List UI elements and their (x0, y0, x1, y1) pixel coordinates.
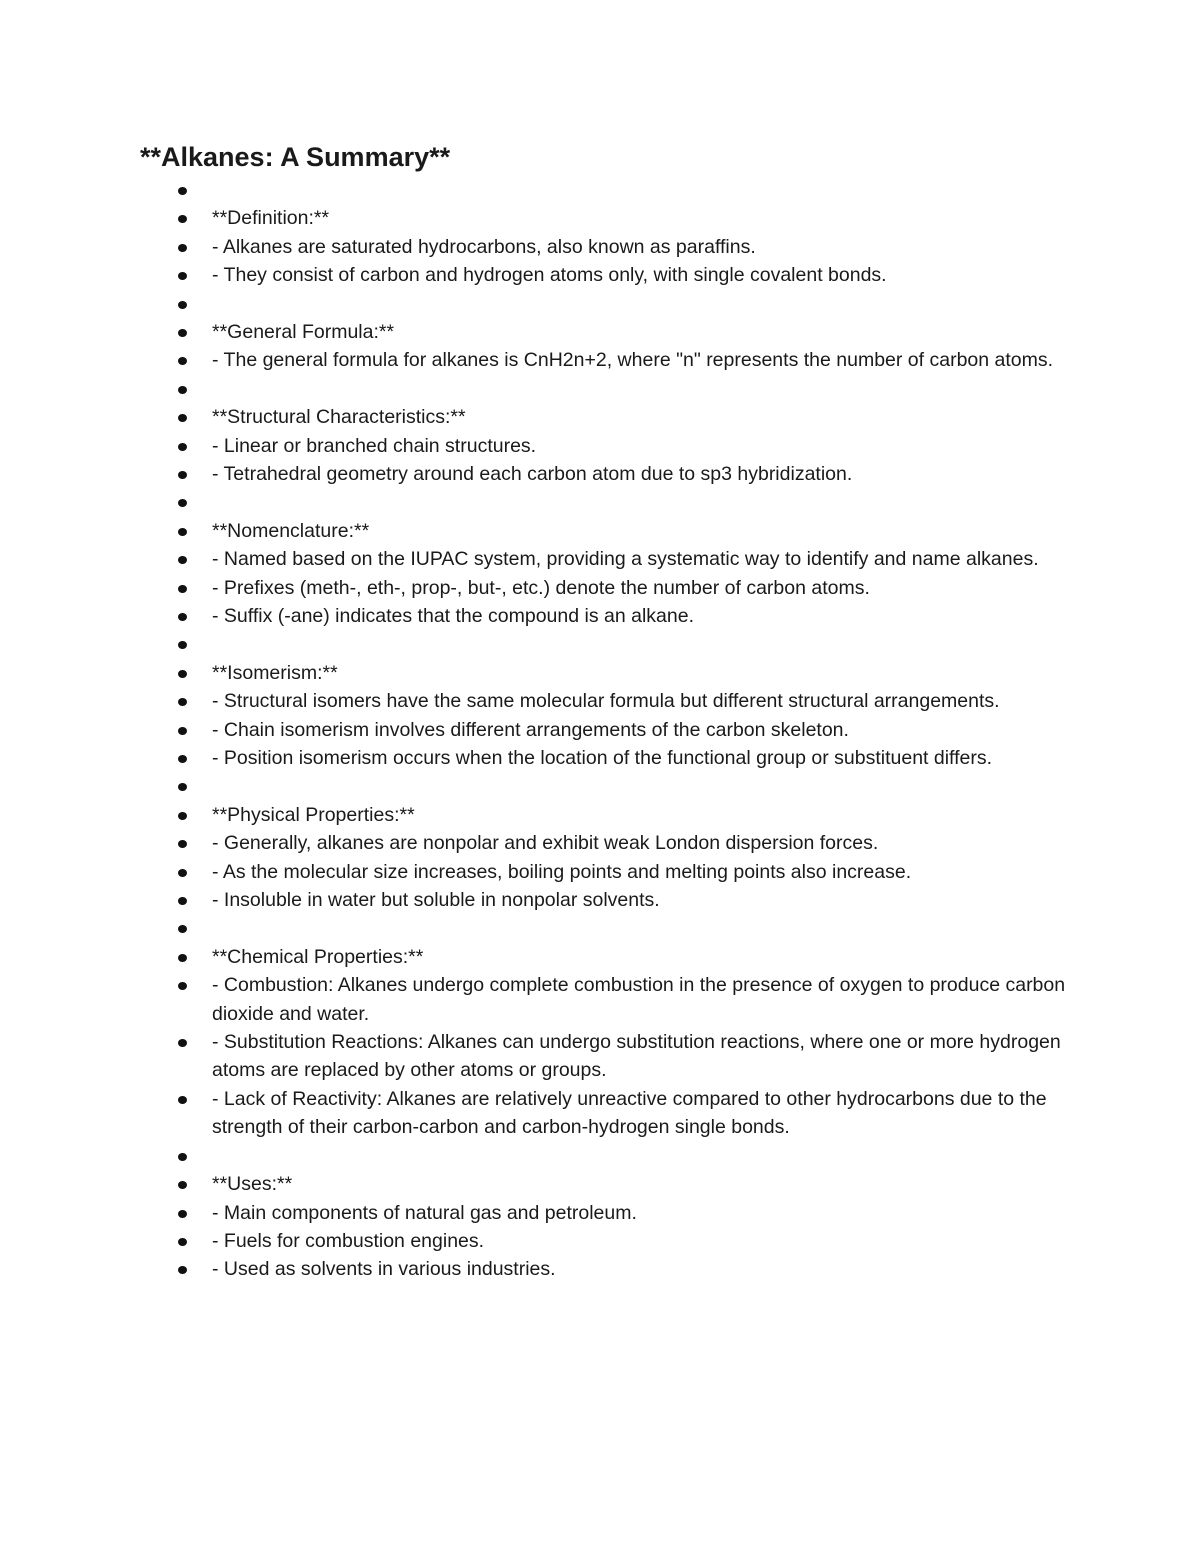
list-item: - Insoluble in water but soluble in nonpolar solvents. (212, 886, 1072, 914)
list-item: - The general formula for alkanes is CnH2n+2, where "n" represents the number of carbon atoms. (212, 346, 1072, 374)
list-item: - Tetrahedral geometry around each carbon atom due to sp3 hybridization. (212, 460, 1072, 488)
list-item (212, 630, 1072, 658)
list-item: - Position isomerism occurs when the location of the functional group or substituent differs. (212, 744, 1072, 772)
list-item: - Alkanes are saturated hydrocarbons, also known as paraffins. (212, 233, 1072, 261)
list-item (212, 772, 1072, 800)
list-item: **Nomenclature:** (212, 517, 1072, 545)
list-item: - Prefixes (meth-, eth-, prop-, but-, etc.) denote the number of carbon atoms. (212, 574, 1072, 602)
list-item (212, 488, 1072, 516)
list-item: - Named based on the IUPAC system, providing a systematic way to identify and name alkanes. (212, 545, 1072, 573)
list-item (212, 914, 1072, 942)
list-item: - Used as solvents in various industries. (212, 1255, 1072, 1283)
list-item: - Generally, alkanes are nonpolar and exhibit weak London dispersion forces. (212, 829, 1072, 857)
list-item: - Combustion: Alkanes undergo complete combustion in the presence of oxygen to produce carbon dioxide and water. (212, 971, 1072, 1028)
list-item: **Uses:** (212, 1170, 1072, 1198)
list-item (212, 176, 1072, 204)
list-item: **Physical Properties:** (212, 801, 1072, 829)
list-item: **Chemical Properties:** (212, 943, 1072, 971)
list-item: **General Formula:** (212, 318, 1072, 346)
bullet-list (212, 176, 1072, 1284)
list-item (212, 375, 1072, 403)
list-item: **Definition:** (212, 204, 1072, 232)
list-item: - As the molecular size increases, boiling points and melting points also increase. (212, 858, 1072, 886)
list-item: **Isomerism:** (212, 659, 1072, 687)
list-item: - Suffix (-ane) indicates that the compound is an alkane. (212, 602, 1072, 630)
list-item: - They consist of carbon and hydrogen atoms only, with single covalent bonds. (212, 261, 1072, 289)
list-item (212, 1142, 1072, 1170)
list-item: - Fuels for combustion engines. (212, 1227, 1072, 1255)
list-item: - Chain isomerism involves different arrangements of the carbon skeleton. (212, 716, 1072, 744)
list-item (212, 290, 1072, 318)
list-item: - Lack of Reactivity: Alkanes are relatively unreactive compared to other hydrocarbons due to the strength of their carbon-carbon and carbon-hydrogen single bonds. (212, 1085, 1072, 1142)
list-item: **Structural Characteristics:** (212, 403, 1072, 431)
list-item: - Main components of natural gas and petroleum. (212, 1199, 1072, 1227)
list-item: - Substitution Reactions: Alkanes can undergo substitution reactions, where one or more hydrogen atoms are replaced by other atoms or groups. (212, 1028, 1072, 1085)
document-title: **Alkanes: A Summary** (140, 142, 451, 172)
list-item: - Linear or branched chain structures. (212, 432, 1072, 460)
list-item: - Structural isomers have the same molecular formula but different structural arrangements. (212, 687, 1072, 715)
